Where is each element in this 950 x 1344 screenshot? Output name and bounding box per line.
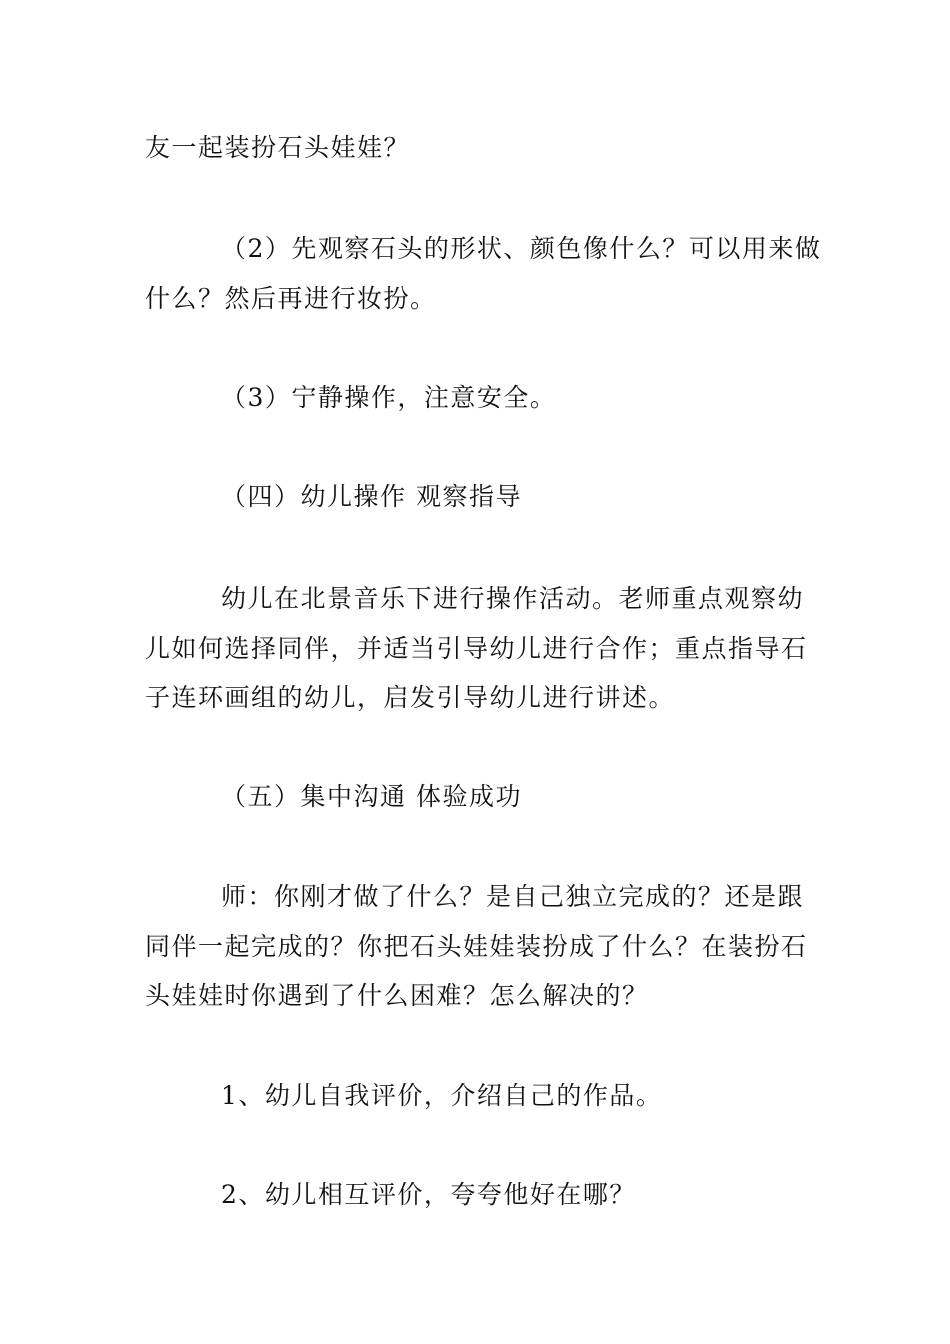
paragraph-line: 什么？然后再进行妆扮。 xyxy=(145,284,437,313)
paragraph-line: （3）宁静操作，注意安全。 xyxy=(221,383,557,412)
paragraph-line: 幼儿在北景音乐下进行操作活动。老师重点观察幼 xyxy=(221,584,805,613)
paragraph-line: 师：你刚才做了什么？是自己独立完成的？还是跟 xyxy=(221,882,805,911)
paragraph-line: 同伴一起完成的？你把石头娃娃装扮成了什么？在装扮石 xyxy=(145,932,808,961)
section-heading: （五）集中沟通 体验成功 xyxy=(221,782,522,811)
section-heading: （四）幼儿操作 观察指导 xyxy=(221,482,522,511)
list-item: 1、幼儿自我评价，介绍自己的作品。 xyxy=(221,1081,663,1110)
paragraph-line: 友一起装扮石头娃娃？ xyxy=(145,133,411,162)
paragraph-line: 子连环画组的幼儿，启发引导幼儿进行讲述。 xyxy=(145,683,676,712)
paragraph-line: 头娃娃时你遇到了什么困难？怎么解决的？ xyxy=(145,981,649,1010)
list-item: 2、幼儿相互评价，夸夸他好在哪？ xyxy=(221,1180,636,1209)
paragraph-line: （2）先观察石头的形状、颜色像什么？可以用来做 xyxy=(221,234,822,263)
paragraph-line: 儿如何选择同伴，并适当引导幼儿进行合作；重点指导石 xyxy=(145,634,808,663)
